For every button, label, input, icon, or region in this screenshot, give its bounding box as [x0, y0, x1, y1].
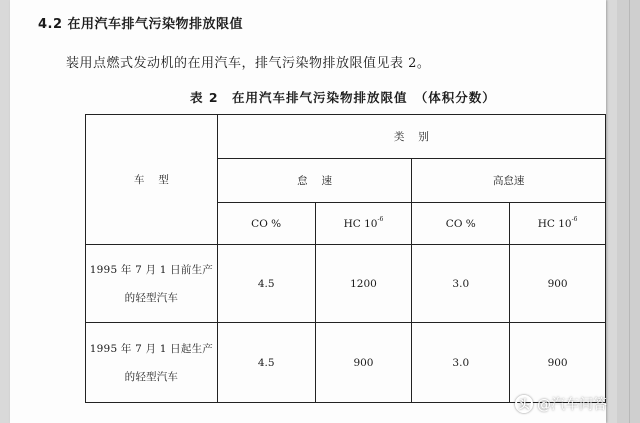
- col-co-high: CO %: [412, 203, 510, 245]
- watermark: [515, 394, 607, 414]
- header-idle: 怠速: [217, 159, 412, 203]
- table-row: [86, 323, 606, 403]
- divider: [629, 0, 630, 423]
- watermark-text: @汽车问答: [537, 397, 607, 413]
- cell-idle-hc: 900: [315, 323, 412, 403]
- cell-high-co: 3.0: [412, 245, 510, 323]
- header-vehicle-type: 车型: [86, 115, 218, 245]
- cell-idle-hc: 1200: [315, 245, 412, 323]
- header-high-idle: 高怠速: [412, 159, 606, 203]
- header-category: 类别: [217, 115, 605, 159]
- row-model: 1995 年 7 月 1 日起生产 的轻型汽车: [86, 323, 218, 403]
- table-row: [86, 245, 606, 323]
- section-heading: 4.2 在用汽车排气污染物排放限值: [38, 17, 244, 32]
- col-hc-high: HC $10^{-6}$: [510, 203, 606, 245]
- cell-idle-co: 4.5: [217, 323, 315, 403]
- cell-idle-co: 4.5: [217, 245, 315, 323]
- document-page: [10, 0, 606, 423]
- emission-limits-table: [85, 114, 606, 403]
- cell-high-hc: 900: [510, 323, 606, 403]
- col-hc-idle: HC $10^{-6}$: [315, 203, 412, 245]
- toutiao-logo-icon: 头: [515, 395, 533, 413]
- body-paragraph: 装用点燃式发动机的在用汽车，排气污染物排放限值见表 2。: [66, 56, 431, 71]
- col-co-idle: CO %: [217, 203, 315, 245]
- cell-high-hc: 900: [510, 245, 606, 323]
- row-model: 1995 年 7 月 1 日前生产 的轻型汽车: [86, 245, 218, 323]
- cell-high-co: 3.0: [412, 323, 510, 403]
- table-caption: 表 2 在用汽车排气污染物排放限值 （体积分数）: [190, 90, 496, 105]
